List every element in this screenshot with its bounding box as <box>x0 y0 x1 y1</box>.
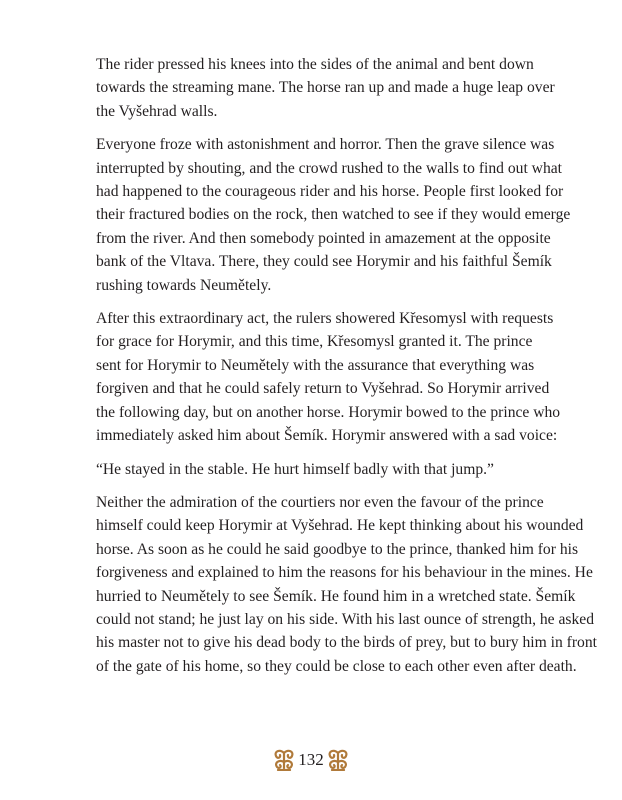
paragraph <box>96 307 566 447</box>
text-line: immediately asked him about Šemík. Horymir answered with a sad voice: <box>96 427 558 445</box>
text-line: the Vyšehrad walls. <box>96 102 218 120</box>
text-line: forgiveness and explained to him the reasons for his behaviour in the mines. He <box>96 564 593 582</box>
paragraph <box>96 133 571 297</box>
text-line: their fractured bodies on the rock, then watched to see if they would emerge <box>96 206 571 224</box>
page-footer <box>0 749 622 771</box>
text-line: had happened to the courageous rider and his horse. People first looked for <box>96 183 564 201</box>
floral-ornament-icon <box>326 749 350 771</box>
text-line: The rider pressed his knees into the sides of the animal and bent down <box>96 56 534 73</box>
text-line: hurried to Neumětely to see Šemík. He found him in a wretched state. Šemík <box>96 587 576 605</box>
paragraph <box>96 491 597 678</box>
text-line: of the gate of his home, so they could be close to each other even after death. <box>96 657 577 675</box>
page-number: 132 <box>298 750 324 769</box>
text-line: Neither the admiration of the courtiers nor even the favour of the prince <box>96 493 544 511</box>
text-line: the following day, but on another horse. Horymir bowed to the prince who <box>96 403 561 421</box>
paragraph <box>96 458 566 481</box>
text-line: his master not to give his dead body to the birds of prey, but to bury him in front <box>96 634 597 652</box>
floral-ornament-icon <box>272 749 296 771</box>
body-text <box>96 53 597 688</box>
text-line: could not stand; he just lay on his side. With his last ounce of strength, he asked <box>96 610 595 628</box>
text-line: forgiven and that he could safely return to Vyšehrad. So Horymir arrived <box>96 380 550 398</box>
text-line: “He stayed in the stable. He hurt himself badly with that jump.” <box>96 460 494 478</box>
text-line: towards the streaming mane. The horse ran up and made a huge leap over <box>96 79 555 97</box>
text-line: from the river. And then somebody pointed in amazement at the opposite <box>96 229 551 247</box>
text-line: sent for Horymir to Neumětely with the assurance that everything was <box>96 356 535 374</box>
text-line: himself could keep Horymir at Vyšehrad. He kept thinking about his wounded <box>96 517 584 535</box>
text-line: rushing towards Neumětely. <box>96 276 272 294</box>
text-line: Everyone froze with astonishment and horror. Then the grave silence was <box>96 136 555 154</box>
text-line: bank of the Vltava. There, they could see Horymir and his faithful Šemík <box>96 253 552 271</box>
text-line: horse. As soon as he could he said goodbye to the prince, thanked him for his <box>96 540 579 558</box>
text-line: for grace for Horymir, and this time, Křesomysl granted it. The prince <box>96 333 533 351</box>
paragraph <box>96 53 566 123</box>
text-line: After this extraordinary act, the rulers showered Křesomysl with requests <box>96 310 554 328</box>
text-line: interrupted by shouting, and the crowd rushed to the walls to find out what <box>96 159 562 177</box>
